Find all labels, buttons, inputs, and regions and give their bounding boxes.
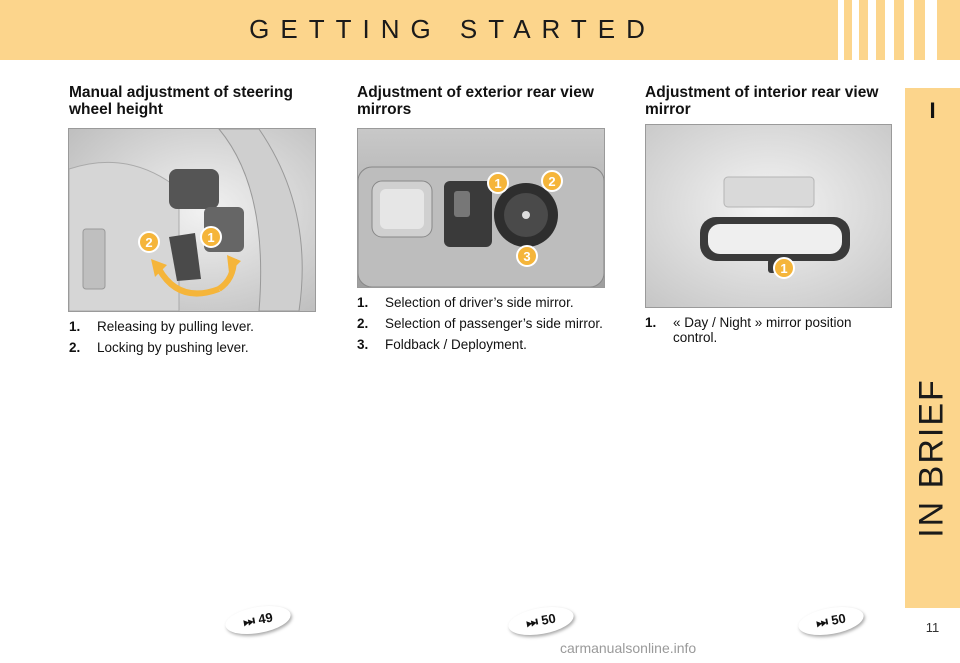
- section-interior-mirror: [645, 84, 895, 118]
- list-item: 2. Selection of passenger’s side mirror.: [357, 316, 603, 331]
- section-heading: Adjustment of exterior rear view mirrors: [357, 84, 594, 118]
- steering-photo: [68, 128, 316, 312]
- steering-instructions: [69, 319, 319, 361]
- section-heading: Manual adjustment of steering wheel height: [69, 84, 293, 118]
- svg-text:1: 1: [494, 176, 502, 191]
- list-item: 3. Foldback / Deployment.: [357, 337, 527, 352]
- list-item: 2. Locking by pushing lever.: [69, 340, 249, 355]
- header-stripe: [904, 0, 914, 60]
- header-stripe: [885, 0, 894, 60]
- list-item: 1. Selection of driver’s side mirror.: [357, 295, 574, 310]
- stalk-housing: [169, 169, 219, 209]
- interior-mirror-photo: [645, 124, 892, 308]
- list-item: 1. Releasing by pulling lever.: [69, 319, 254, 334]
- header-stripe: [868, 0, 876, 60]
- svg-text:2: 2: [548, 174, 556, 189]
- watermark: carmanualsonline.info: [560, 640, 697, 656]
- page-title: GETTING STARTED: [249, 14, 656, 44]
- list-item: 1. « Day / Night » mirror position control.: [645, 315, 852, 345]
- header-stripe: [925, 0, 937, 60]
- header-stripe: [852, 0, 859, 60]
- section-exterior-mirrors: [357, 84, 607, 118]
- interior-mirror-instructions: [645, 315, 895, 351]
- mirror-control-photo: [357, 128, 605, 288]
- svg-text:2: 2: [145, 235, 153, 250]
- page-ref-button[interactable]: ⏭ 50: [796, 602, 866, 639]
- page-number: 11: [925, 620, 940, 635]
- chapter-label: IN BRIEF: [912, 378, 951, 538]
- section-steering: [69, 84, 319, 118]
- chapter-number: I: [929, 98, 936, 123]
- svg-text:1: 1: [207, 230, 215, 245]
- page-ref-button[interactable]: ⏭ 49: [223, 601, 293, 638]
- chapter-tab[interactable]: [905, 88, 960, 608]
- svg-text:3: 3: [523, 249, 531, 264]
- mirror-instructions: [357, 295, 607, 358]
- header-stripe: [838, 0, 844, 60]
- svg-text:1: 1: [780, 261, 788, 276]
- header-band: [0, 0, 960, 60]
- page-ref-button[interactable]: ⏭ 50: [506, 602, 576, 639]
- section-heading: Adjustment of interior rear view mirror: [645, 84, 879, 118]
